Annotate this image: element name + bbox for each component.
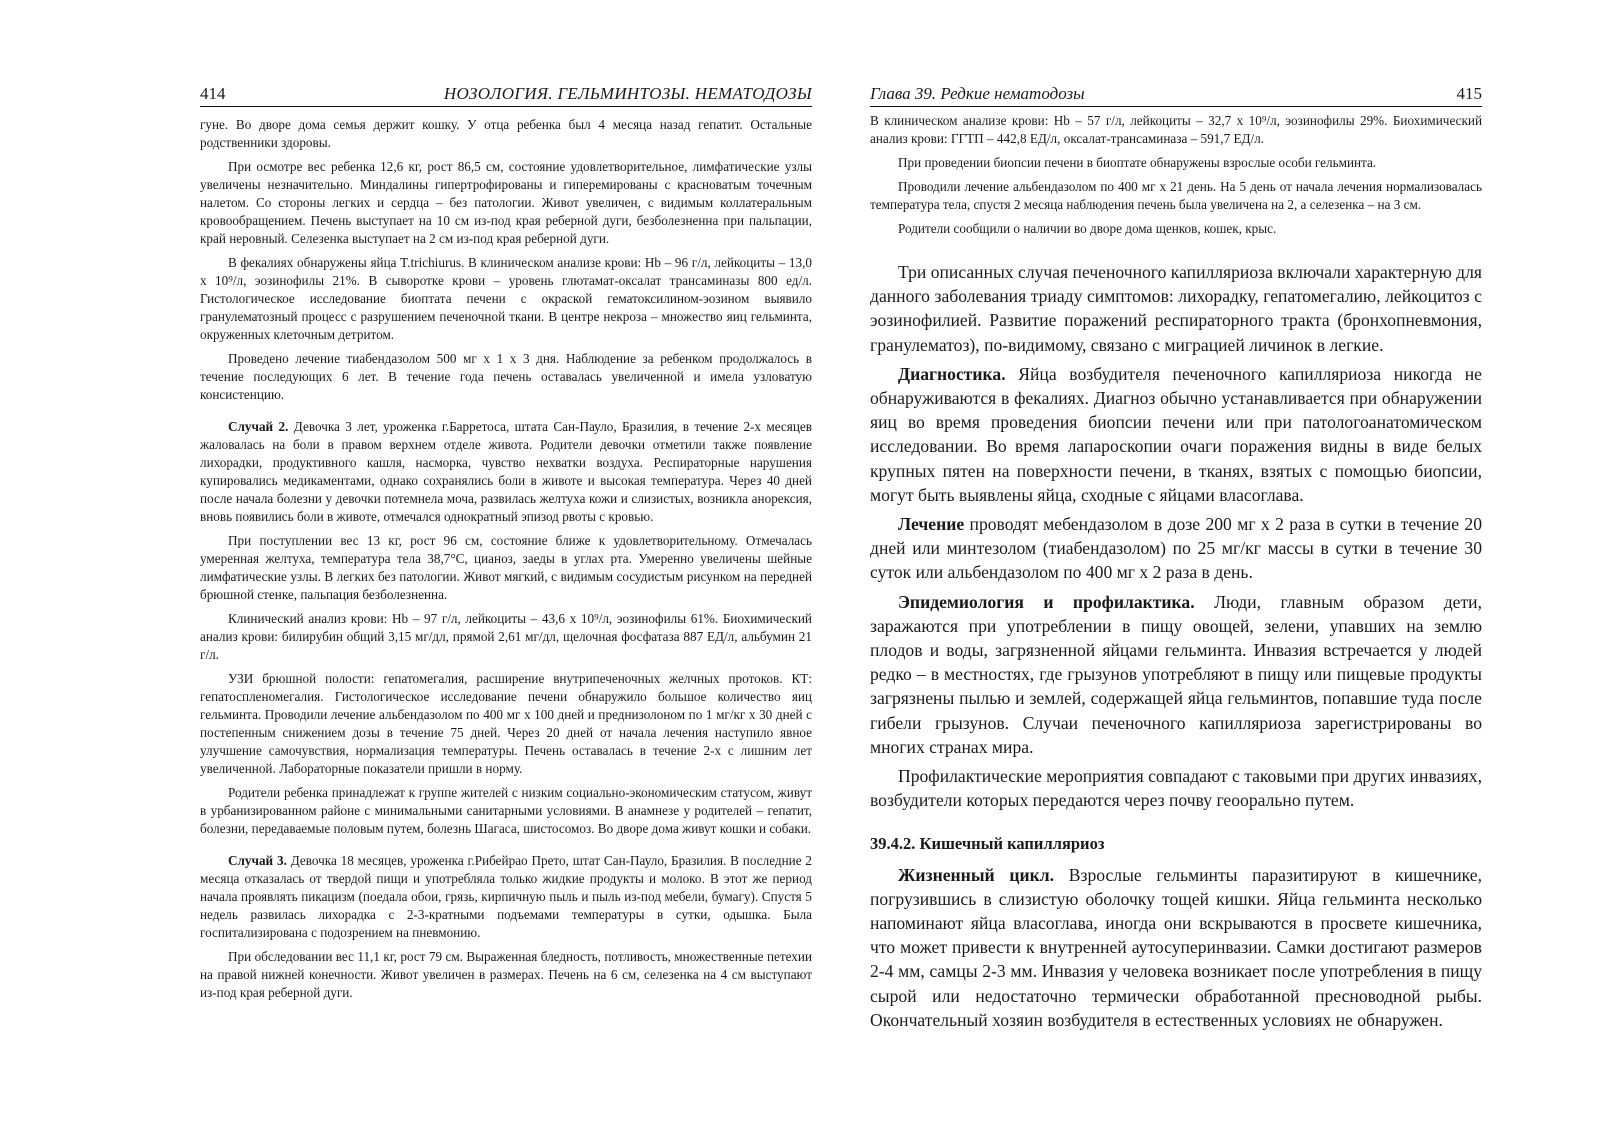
paragraph: Лечение проводят мебендазолом в дозе 200 мг х 2 раза в сутки в течение 20 дней или минтезолом (тиабендазолом) по 25 мг/кг массы в сутки в течение 30 суток или альбендазолом по 400 мг х 2 раза в день. bbox=[870, 514, 1482, 583]
case-paragraph: Случай 2. Девочка 3 лет, уроженка г.Барретоса, штата Сан-Пауло, Бразилия, в течение 2-х месяцев жаловалась на боли в правом верхнем отделе живота. Родители девочки отметили также появление лихорадки, продуктивного кашля, насморка, чувство нехватки воздуха. Респираторные нарушения купировались медикаментами, однако сохранялись боли в животе и высокая температура. Через 40 дней после начала болезни у девочки потемнела моча, развилась желтуха кожи и слизистых, возникла анорексия, вновь появились боли в животе, отмечался однократный эпизод рвоты с кровью. bbox=[200, 419, 812, 524]
paragraph: гуне. Во дворе дома семья держит кошку. У отца ребенка был 4 месяца назад гепатит. Остальные родственники здоровы. bbox=[200, 117, 812, 150]
left-page-header bbox=[200, 84, 812, 107]
paragraph: Проводили лечение альбендазолом по 400 мг х 21 день. На 5 день от начала лечения нормализовалась температура тела, спустя 2 месяца наблюдения печень была увеличена на 2, а селезенка – на 3 см. bbox=[870, 179, 1482, 212]
paragraph: Диагностика. Яйца возбудителя печеночного капилляриоза никогда не обнаруживаются в фекалиях. Диагноз обычно устанавливается при обнаружении яиц во время проведения биопсии печени или при патологоанатомическом исследовании. Во время лапароскопии очаги поражения видны в виде белых крупных пятен на поверхности печени, в тканях, взятых с помощью биопсии, могут быть выявлены яйца, сходные с яйцами власоглава. bbox=[870, 363, 1482, 505]
left-body-text bbox=[200, 116, 812, 1008]
paragraph-lead: Жизненный цикл. bbox=[898, 864, 1055, 885]
case-paragraph: Случай 3. Девочка 18 месяцев, уроженка г.Рибейрао Прето, штат Сан-Пауло, Бразилия. В последние 2 месяца отказалась от твердой пищи и употребляла только жидкие продукты и молоко. В этот же период начала проявлять пикацизм (поедала обои, грязь, кирпичную пыль и пыль из-под мебели, бумагу). Спустя 5 недель развилась лихорадка с 2-3-кратными подъемами температуры в сутки, одышка. Была госпитализирована с подозрением на пневмонию. bbox=[200, 853, 812, 940]
paragraph: При поступлении вес 13 кг, рост 96 см, состояние ближе к удовлетворительному. Отмечалась умеренная желтуха, температура тела 38,7°С, цианоз, заеды в углах рта. Умеренно увеличены шейные лимфатические узлы. В легких без патологии. Живот мягкий, с видимым сосудистым рисунком на передней брюшной стенке, пальпация безболезненна. bbox=[200, 533, 812, 602]
paragraph-lead: Эпидемиология и профилактика. bbox=[898, 591, 1195, 612]
paragraph: В фекалиях обнаружены яйца T.trichiurus. В клиническом анализе крови: Hb – 96 г/л, лейкоциты – 13,0 х 10⁹/л, эозинофилы 21%. В сыворотке крови – уровень глютамат-оксалат трансаминазы 800 ед/л. Гистологическое исследование биоптата печени с окраской гематоксилином-эозином выявило гранулематозный процесс с разрушением печеночной ткани. В центре некроза – множество яиц гельминта, окруженных клеточным детритом. bbox=[200, 255, 812, 342]
running-head: НОЗОЛОГИЯ. ГЕЛЬМИНТОЗЫ. НЕМАТОДОЗЫ bbox=[443, 84, 812, 103]
paragraph: УЗИ брюшной полости: гепатомегалия, расширение внутрипеченочных желчных протоков. КТ: гепатоспленомегалия. Гистологическое исследование печени обнаружило большое количество яиц гельминта. Проводили лечение альбендазолом по 400 мг х 100 дней и преднизолоном по 1 мг/кг х 30 дней с постепенным снижением дозы в течение 75 дней. Через 20 дней от начала лечения наступило явное улучшение самочувствия, нормализация температуры. Печень оставалась в течение 2-х с лишним лет увеличенной. Лабораторные показатели пришли в норму. bbox=[200, 671, 812, 776]
paragraph: Жизненный цикл. Взрослые гельминты паразитируют в кишечнике, погрузившись в слизистую оболочку тощей кишки. Яйца гельминта несколько напоминают яйца власоглава, иногда они вскрываются в просвете кишечника, что может привести к внутренней аутосуперинвазии. Самки достигают размеров 2-4 мм, самцы 2-3 мм. Инвазия у человека возникает после употребления в пищу сырой или недостаточно термически обработанной пресноводной рыбы. Окончательный хозяин возбудителя в естественных условиях не обнаружен. bbox=[870, 864, 1482, 1030]
paragraph: Профилактические мероприятия совпадают с таковыми при других инвазиях, возбудители которых передаются через почву геоорально путем. bbox=[870, 766, 1482, 811]
paragraph: Проведено лечение тиабендазолом 500 мг х 1 х 3 дня. Наблюдение за ребенком продолжалось в течение последующих 6 лет. В течение года печень оставалась увеличенной и имела узловатую консистенцию. bbox=[200, 351, 812, 402]
paragraph: В клиническом анализе крови: Hb – 57 г/л, лейкоциты – 32,7 х 10⁹/л, эозинофилы 29%. Биохимический анализ крови: ГГТП – 442,8 ЕД/л, оксалат-трансаминаза – 591,7 ЕД/л. bbox=[870, 113, 1482, 146]
right-page bbox=[800, 0, 1600, 1134]
paragraph: Клинический анализ крови: Hb – 97 г/л, лейкоциты – 43,6 х 10⁹/л, эозинофилы 61%. Биохимический анализ крови: билирубин общий 3,15 мг/дл, прямой 2,61 мг/дл, щелочная фосфатаза 887 ЕД/л, альбумин 21 г/л. bbox=[200, 611, 812, 662]
paragraph: Родители ребенка принадлежат к группе жителей с низким социально-экономическим статусом, живут в урбанизированном районе с минимальными санитарными условиями. В анамнезе у родителей – гепатит, болезни, передаваемые половым путем, болезнь Шагаса, шистосомоз. Во дворе дома живут кошки и собаки. bbox=[200, 785, 812, 836]
page-number: 414 bbox=[200, 84, 226, 103]
paragraph: При проведении биопсии печени в биоптате обнаружены взрослые особи гельминта. bbox=[898, 155, 1377, 170]
paragraph: При осмотре вес ребенка 12,6 кг, рост 86,5 см, состояние удовлетворительное, лимфатические узлы увеличены незначительно. Миндалины гипертрофированы и гиперемированы с красноватым точечным налетом. Со стороны легких и сердца – без патологии. Живот увеличен, с видимым коллатеральным кровообращением. Печень выступает на 10 см из-под края реберной дуги, безболезненна при пальпации, край неровный. Селезенка выступает на 2 см из-под края реберной дуги. bbox=[200, 159, 812, 246]
paragraph-lead: Лечение bbox=[898, 514, 965, 535]
paragraph: Три описанных случая печеночного капилляриоза включали характерную для данного заболевания триаду симптомов: лихорадку, гепатомегалию, лейкоцитоз с эозинофилией. Развитие поражений респираторного тракта (бронхопневмония, гранулематоз), по-видимому, связано с миграцией личинок в легкие. bbox=[870, 262, 1482, 355]
right-small-text bbox=[870, 112, 1482, 244]
paragraph: При обследовании вес 11,1 кг, рост 79 см. Выраженная бледность, потливость, множественные петехии на правой нижней конечности. Живот увеличен в размерах. Печень на 6 см, селезенка на 4 см выступают из-под края реберной дуги. bbox=[200, 949, 812, 1000]
section-heading: 39.4.2. Кишечный капилляриоз bbox=[870, 834, 1105, 854]
case-lead: Случай 3. bbox=[228, 853, 287, 868]
paragraph: Родители сообщили о наличии во дворе дома щенков, кошек, крыс. bbox=[898, 221, 1277, 236]
right-main-text bbox=[870, 260, 1482, 1037]
case-lead: Случай 2. bbox=[228, 419, 289, 434]
running-head: Глава 39. Редкие нематодозы bbox=[870, 84, 1085, 103]
right-page-header bbox=[870, 84, 1482, 107]
paragraph: Эпидемиология и профилактика. Люди, главным образом дети, заражаются при употреблении в пищу овощей, зелени, упавших на землю плодов и воды, загрязненной яйцами гельминта. Инвазия встречается у людей редко – в местностях, где грызунов употребляют в пищу или пищевые продукты загрязнены пылью и землей, содержащей яйца гельминтов, попавшие туда после гибели грызунов. Случаи печеночного капилляриоза зарегистрированы во многих странах мира. bbox=[870, 591, 1482, 757]
paragraph-lead: Диагностика. bbox=[898, 363, 1006, 384]
page-number: 415 bbox=[1456, 84, 1482, 103]
